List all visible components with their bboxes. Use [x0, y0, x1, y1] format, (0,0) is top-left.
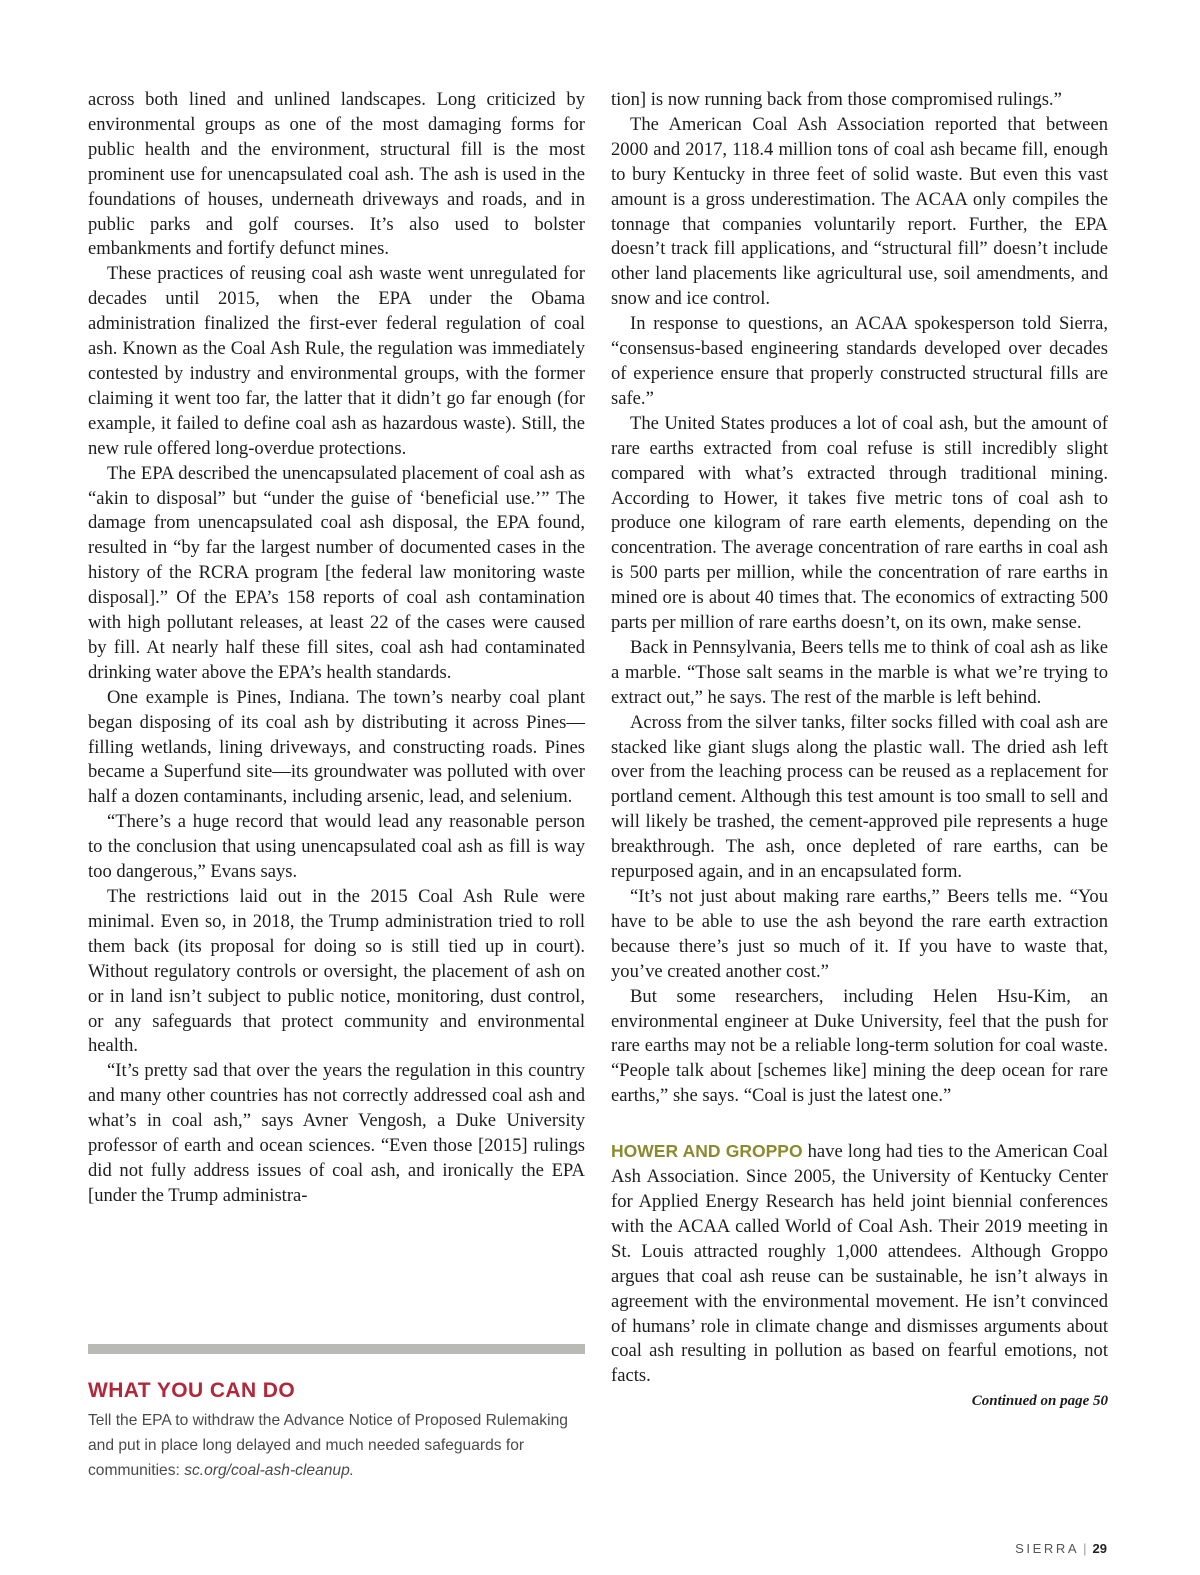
- section-lead-in: HOWER AND GROPPO: [611, 1141, 803, 1162]
- folio-separator: |: [1083, 1541, 1087, 1556]
- body-paragraph: “There’s a huge record that would lead any reasonable person to the conclusion that using unencapsulated coal ash as fill is way too dangerous,” Evans says.: [88, 811, 585, 883]
- body-paragraph: across both lined and unlined landscapes. Long criticized by environmental groups as one of the most damaging forms for public health and the environment, structural fill is the most prominent use for unencapsulated coal ash. The ash is used in the foundations of houses, underneath driveways and roads, and in public parks and golf courses. It’s also used to bolster embankments and fortify defunct mines.: [88, 89, 585, 260]
- section-paragraph-text: have long had ties to the American Coal Ash Association. Since 2005, the University of Kentucky Center for Applied Energy Research has held joint biennial conferences with the ACAA called World of Coal Ash. Their 2019 meeting in St. Louis attracted roughly 1,000 attendees. Although Groppo argues that coal ash reuse can be sustainable, he isn’t always in agreement with the environmental movement. He isn’t convinced of humans’ role in climate change and dismisses arguments about coal ash resulting in pollution as based on fearful emotions, not facts.: [611, 1141, 1108, 1387]
- body-paragraph: “It’s pretty sad that over the years the regulation in this country and many other countries has not correctly addressed coal ash and what’s in coal ash,” says Avner Vengosh, a Duke University professor of earth and ocean sciences. “Even those [2015] rulings did not fully address issues of coal ash, and ironically the EPA [under the Trump administra-: [88, 1060, 585, 1206]
- body-paragraph: tion] is now running back from those compromised rulings.”: [611, 89, 1062, 110]
- what-you-can-do-box: [88, 1344, 585, 1483]
- magazine-name: SIERRA: [1015, 1541, 1080, 1556]
- sidebar-body-text: Tell the EPA to withdraw the Advance Notice of Proposed Rulemaking and put in place long delayed and much needed safeguards for communities:: [88, 1412, 568, 1479]
- page-number: 29: [1092, 1541, 1107, 1556]
- article-left-column: [88, 88, 585, 1209]
- article-right-column: [611, 88, 1108, 1414]
- body-paragraph: The restrictions laid out in the 2015 Coal Ash Rule were minimal. Even so, in 2018, the Trump administration tried to roll them back (its proposal for doing so is still tied up in court). Without regulatory controls or oversight, the placement of ash on or in land isn’t subject to public notice, monitoring, dust control, or any safeguards that protect community and environmental health.: [88, 886, 585, 1057]
- sidebar-body: [88, 1408, 585, 1483]
- body-paragraph: Across from the silver tanks, filter socks filled with coal ash are stacked like giant slugs along the plastic wall. The dried ash left over from the leaching process can be reused as a replacement for portland cement. Although this test amount is too small to sell and will likely be trashed, the cement-approved pile represents a huge breakthrough. The ash, once depleted of rare earths, can be repurposed again, and in an encapsulated form.: [611, 711, 1108, 883]
- body-paragraph: The American Coal Ash Association reported that between 2000 and 2017, 118.4 million tons of coal ash became fill, enough to bury Kentucky in three feet of solid waste. But even this vast amount is a gross underestimation. The ACAA only compiles the tonnage that companies voluntarily report. Further, the EPA doesn’t track fill applications, and “structural fill” doesn’t include other land placements like agricultural use, soil amendments, and snow and ice control.: [611, 113, 1108, 310]
- body-paragraph: The United States produces a lot of coal ash, but the amount of rare earths extracted from coal refuse is still incredibly slight compared with what’s extracted through traditional mining. According to Hower, it takes five metric tons of coal ash to produce one kilogram of rare earth elements, depending on the concentration. The average concentration of rare earths in coal ash is 500 parts per million, while the concentration of rare earths in mined ore is about 40 times that. The economics of extracting 500 parts per million of rare earths doesn’t, on its own, make sense.: [611, 412, 1108, 634]
- body-paragraph: “It’s not just about making rare earths,” Beers tells me. “You have to be able to use the ash beyond the rare earth extraction because there’s just so much of it. If you have to waste that, you’ve created another cost.”: [611, 886, 1108, 982]
- body-paragraph: These practices of reusing coal ash waste went unregulated for decades until 2015, when the EPA under the Obama administration finalized the first-ever federal regulation of coal ash. Known as the Coal Ash Rule, the regulation was immediately contested by industry and environmental groups, with the former claiming it went too far, the latter that it didn’t go far enough (for example, it failed to define coal ash as hazardous waste). Still, the new rule offered long-overdue protections.: [88, 263, 585, 459]
- body-paragraph: But some researchers, including Helen Hsu-Kim, an environmental engineer at Duke University, feel that the push for rare earths may not be a reliable long-term solution for coal waste. “People talk about [schemes like] mining the deep ocean for rare earths,” she says. “Coal is just the latest one.”: [611, 985, 1108, 1107]
- body-paragraph: In response to questions, an ACAA spokesperson told Sierra, “consensus-based engineering standards developed over decades of experience ensure that properly constructed structural fills are safe.”: [611, 313, 1108, 409]
- body-paragraph: Back in Pennsylvania, Beers tells me to think of coal ash as like a marble. “Those salt seams in the marble is what we’re trying to extract out,” he says. The rest of the marble is left behind.: [611, 636, 1108, 708]
- body-paragraph: The EPA described the unencapsulated placement of coal ash as “akin to disposal” but “under the guise of ‘beneficial use.’” The damage from unencapsulated coal ash disposal, the EPA found, resulted in “by far the largest number of documented cases in the history of the RCRA program [the federal law monitoring waste disposal].” Of the EPA’s 158 reports of coal ash contamination with high pollutant releases, at least 22 of the cases were caused by fill. At nearly half these fill sites, coal ash had contaminated drinking water above the EPA’s health standards.: [88, 462, 585, 683]
- continued-link[interactable]: Continued on page 50: [971, 1393, 1108, 1410]
- sidebar-title: WHAT YOU CAN DO: [88, 1379, 296, 1402]
- sidebar-link[interactable]: sc.org/coal-ash-cleanup.: [184, 1462, 355, 1479]
- page-folio: [1015, 1541, 1107, 1556]
- section-paragraph: [611, 1139, 1108, 1389]
- sidebar-rule: [88, 1344, 585, 1354]
- body-paragraph: One example is Pines, Indiana. The town’s nearby coal plant began disposing of its coal ash by distributing it across Pines—filling wetlands, lining driveways, and constructing roads. Pines became a Superfund site—its groundwater was polluted with over half a dozen contaminants, including arsenic, lead, and selenium.: [88, 686, 585, 808]
